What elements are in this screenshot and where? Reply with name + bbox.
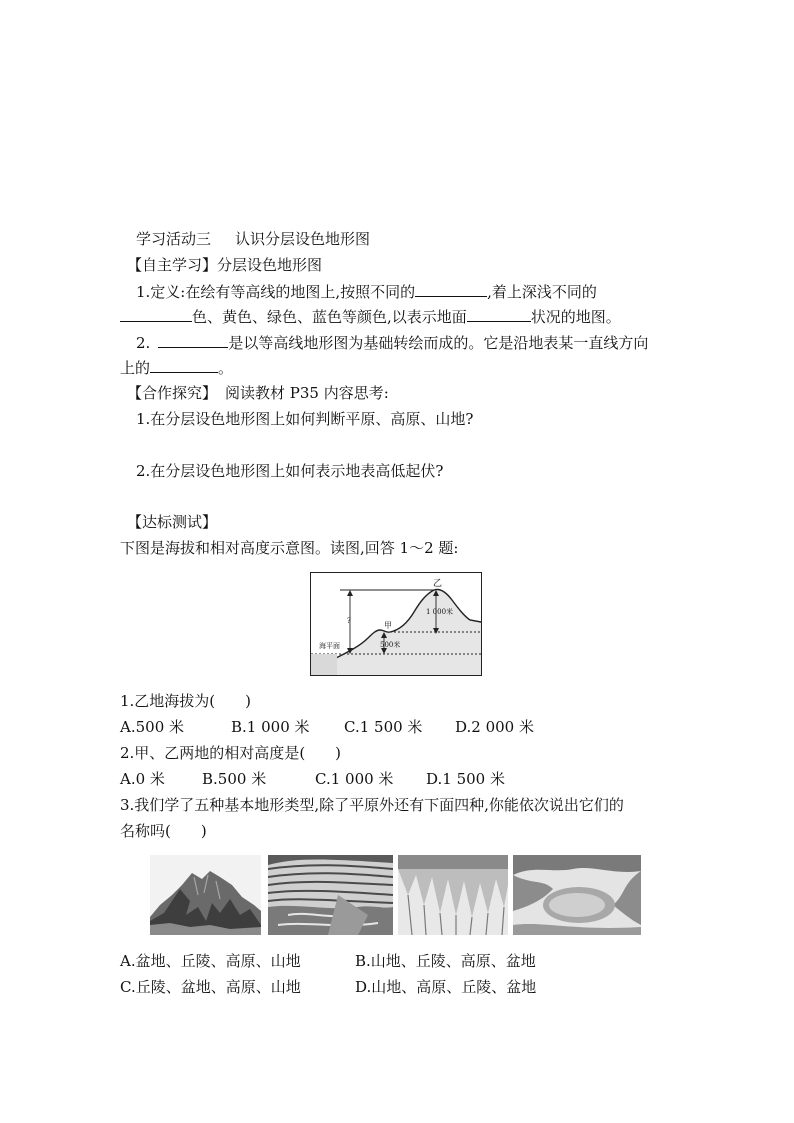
q2-text-part1: 是以等高线地形图为基础转绘而成的。它是沿地表某一直线方向 bbox=[228, 334, 649, 352]
q1-text-part4: 状况的地图。 bbox=[530, 308, 621, 326]
q2-blank-2[interactable] bbox=[150, 357, 218, 373]
test-q3-line2: 名称吗( ) bbox=[120, 822, 207, 840]
self-study-q1-line1 bbox=[136, 281, 597, 302]
test-heading: 【达标测试】 bbox=[127, 513, 218, 531]
test-q3-option-d[interactable]: D.山地、高原、丘陵、盆地 bbox=[355, 978, 537, 996]
q1-text-part2: ,着上深浅不同的 bbox=[487, 283, 597, 301]
cooperate-q2: 2.在分层设色地形图上如何表示地表高低起伏? bbox=[136, 462, 444, 480]
label-1000: 1 000米 bbox=[426, 608, 454, 616]
test-q3-line1: 3.我们学了五种基本地形类型,除了平原外还有下面四种,你能依次说出它们的 bbox=[120, 796, 624, 814]
test-q1-option-b[interactable]: B.1 000 米 bbox=[231, 718, 310, 736]
self-study-q2-line2 bbox=[120, 357, 233, 378]
test-q1: 1.乙地海拔为( ) bbox=[120, 692, 252, 710]
elevation-diagram bbox=[310, 572, 482, 676]
activity-title-a: 学习活动三 bbox=[136, 230, 212, 248]
q2-number: 2. bbox=[136, 334, 151, 352]
test-q1-option-a[interactable]: A.500 米 bbox=[120, 718, 184, 736]
label-yi: 乙 bbox=[433, 579, 443, 589]
label-sea-level: 海平面 bbox=[319, 642, 340, 650]
landform-photo-basin bbox=[513, 855, 641, 935]
activity-title bbox=[136, 229, 370, 249]
activity-title-b: 认识分层设色地形图 bbox=[235, 230, 371, 248]
landform-photo-plateau bbox=[398, 855, 508, 935]
sea-fill bbox=[311, 654, 337, 675]
test-q2: 2.甲、乙两地的相对高度是( ) bbox=[120, 744, 342, 762]
q1-text-part1: 1.定义:在绘有等高线的地图上,按照不同的 bbox=[136, 283, 416, 301]
self-study-heading: 【自主学习】分层设色地形图 bbox=[127, 256, 323, 274]
test-q3-option-b[interactable]: B.山地、丘陵、高原、盆地 bbox=[355, 952, 536, 970]
self-study-q2-line1 bbox=[136, 332, 648, 353]
test-q3-option-a[interactable]: A.盆地、丘陵、高原、山地 bbox=[120, 952, 301, 970]
q1-text-part3: 色、黄色、绿色、蓝色等颜色,以表示地面 bbox=[192, 308, 467, 326]
test-q2-option-c[interactable]: C.1 000 米 bbox=[315, 770, 394, 788]
test-q1-option-d[interactable]: D.2 000 米 bbox=[455, 718, 534, 736]
label-jia: 甲 bbox=[384, 621, 392, 630]
landform-photo-mountain bbox=[150, 855, 261, 935]
test-q2-option-d[interactable]: D.1 500 米 bbox=[426, 770, 505, 788]
landform-photo-hills bbox=[268, 855, 393, 935]
test-intro: 下图是海拔和相对高度示意图。读图,回答 1～2 题: bbox=[120, 539, 459, 557]
cooperate-q1: 1.在分层设色地形图上如何判断平原、高原、山地? bbox=[136, 410, 474, 428]
test-q2-option-a[interactable]: A.0 米 bbox=[120, 770, 165, 788]
cooperate-heading: 【合作探究】 bbox=[127, 384, 218, 402]
test-q1-option-c[interactable]: C.1 500 米 bbox=[344, 718, 423, 736]
q1-blank-3[interactable] bbox=[467, 306, 531, 322]
label-question: ? bbox=[347, 617, 351, 625]
q1-blank-2[interactable] bbox=[120, 306, 192, 322]
label-500: 500米 bbox=[380, 641, 401, 649]
q1-blank-1[interactable] bbox=[415, 281, 487, 297]
q2-blank-1[interactable] bbox=[158, 332, 228, 348]
cooperate-line bbox=[127, 383, 389, 403]
cooperate-instruction: 阅读教材 P35 内容思考: bbox=[225, 384, 389, 402]
q2-text-part2: 上的 bbox=[120, 359, 151, 377]
self-study-q1-line2 bbox=[120, 306, 621, 327]
test-q3-option-c[interactable]: C.丘陵、盆地、高原、山地 bbox=[120, 978, 301, 996]
test-q2-option-b[interactable]: B.500 米 bbox=[202, 770, 267, 788]
q2-text-part3: 。 bbox=[218, 359, 234, 377]
